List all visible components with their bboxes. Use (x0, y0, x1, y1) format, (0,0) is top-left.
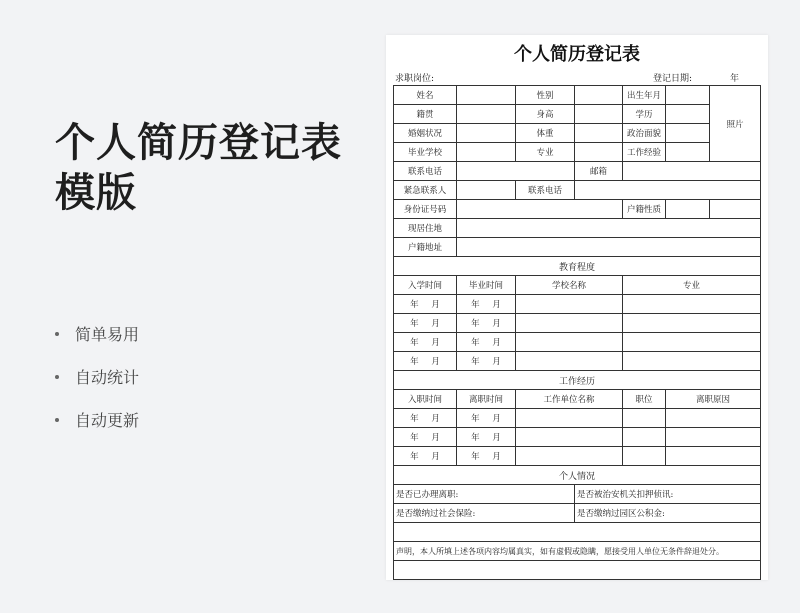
table-row: 入职时间 离职时间 工作单位名称 职位 离职原因 (394, 390, 761, 409)
feature-list (55, 312, 139, 441)
table-row: 户籍地址 (394, 238, 761, 257)
table-row: 年 月 年 月 (394, 295, 761, 314)
form-preview (386, 35, 768, 580)
page-title-line2: 模版 (55, 170, 137, 216)
table-row: 毕业学校 专业 工作经验 (394, 143, 761, 162)
resume-table (393, 85, 761, 580)
feature-item: 自动更新 (55, 398, 139, 441)
table-row: 紧急联系人 联系电话 (394, 181, 761, 200)
form-title: 个人简历登记表 (514, 44, 640, 65)
table-row: 入学时间 毕业时间 学校名称 专业 (394, 276, 761, 295)
table-row: 年 月 年 月 (394, 409, 761, 428)
table-row: 籍贯 身高 学历 (394, 105, 761, 124)
table-row: 是否缴纳过社会保险: 是否缴纳过园区公积金: (394, 504, 761, 523)
table-row: 姓名 性别 出生年月 照片 (394, 86, 761, 105)
feature-item: 简单易用 (55, 312, 139, 355)
page-title-line1: 个人简历登记表 (55, 120, 342, 166)
table-row: 婚姻状况 体重 政治面貌 (394, 124, 761, 143)
date-label: 登记日期: (653, 74, 693, 84)
section-header-situation: 个人情况 (394, 466, 761, 485)
page-title (55, 118, 342, 218)
table-row: 年 月 年 月 (394, 314, 761, 333)
table-row (394, 561, 761, 580)
photo-cell[interactable]: 照片 (710, 86, 761, 162)
table-row (394, 523, 761, 542)
declaration-row (394, 542, 761, 561)
section-header-education: 教育程度 (394, 257, 761, 276)
table-row: 年 月 年 月 (394, 352, 761, 371)
table-row: 年 月 年 月 (394, 428, 761, 447)
table-row: 身份证号码 户籍性质 (394, 200, 761, 219)
bullet-icon (55, 332, 59, 336)
year-unit: 年 (730, 74, 740, 84)
table-row: 现居住地 (394, 219, 761, 238)
table-row: 是否已办理离职: 是否被治安机关扣押侦讯: (394, 485, 761, 504)
table-row: 年 月 年 月 (394, 333, 761, 352)
declaration-text: 声明，本人所填上述各项内容均属真实，如有虚假或隐瞒，愿接受用人单位无条件辞退处分。 (394, 542, 761, 561)
bullet-icon (55, 375, 59, 379)
section-header-work: 工作经历 (394, 371, 761, 390)
position-label: 求职岗位: (395, 74, 435, 84)
feature-item: 自动统计 (55, 355, 139, 398)
table-row: 年 月 年 月 (394, 447, 761, 466)
table-row: 联系电话 邮箱 (394, 162, 761, 181)
bullet-icon (55, 418, 59, 422)
